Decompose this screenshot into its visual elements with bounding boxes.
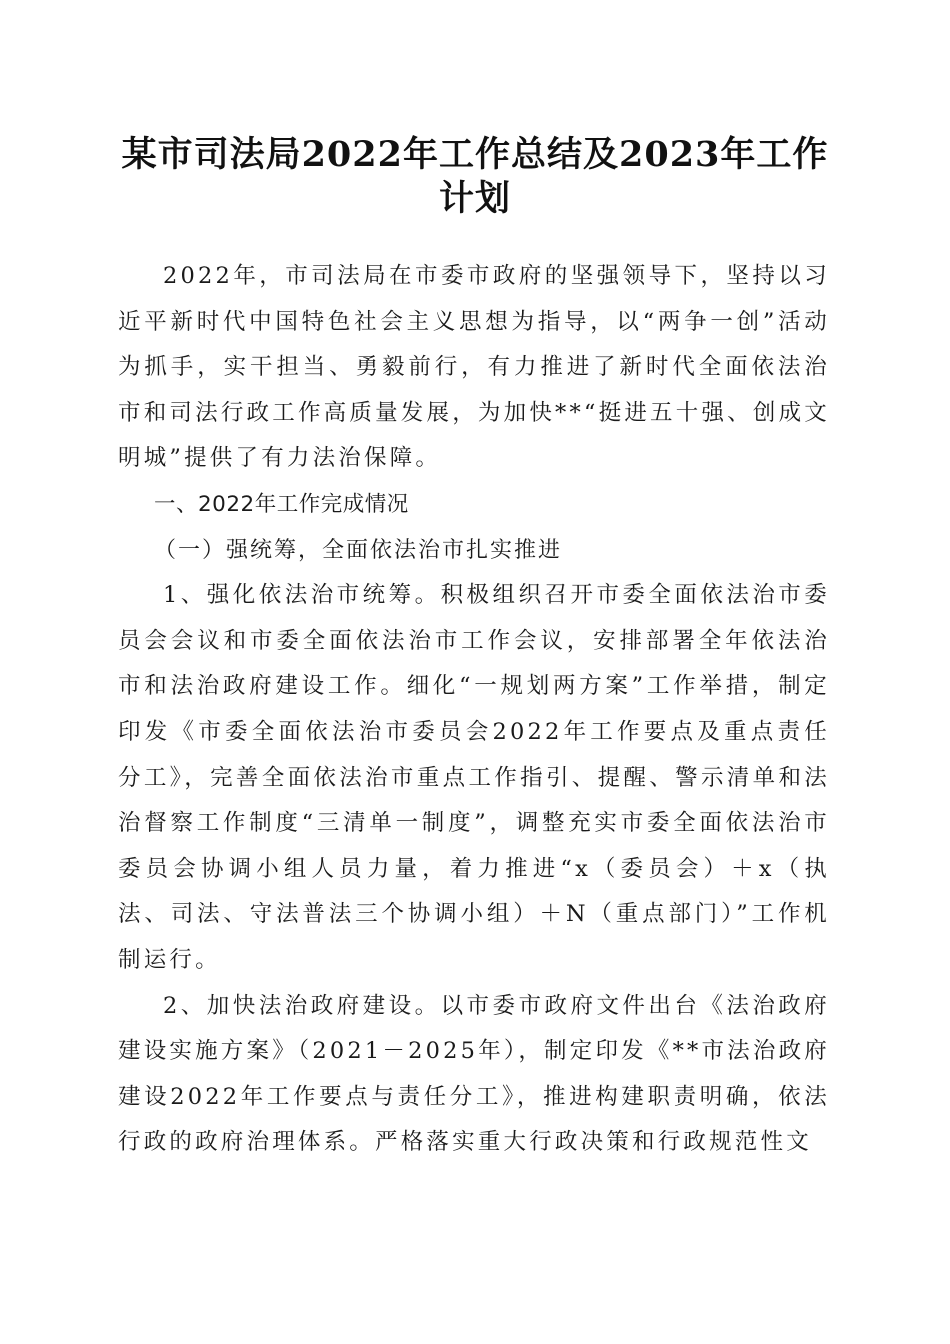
intro-paragraph: 2022年，市司法局在市委市政府的坚强领导下，坚持以习近平新时代中国特色社会主义思想为指导，以“两争一创”活动为抓手，实干担当、勇毅前行，有力推进了新时代全面依法治市和司法行政工作高质量发展，为加快**“挺进五十强、创成文明城”提供了有力法治保障。: [118, 263, 830, 472]
document-body: [118, 254, 830, 1166]
item-paragraph-2: 2、加快法治政府建设。以市委市政府文件出台《法治政府建设实施方案》（2021－2025年），制定印发《**市法治政府建设2022年工作要点与责任分工》，推进构建职责明确，依法行政的政府治理体系。严格落实重大行政决策和行政规范性文: [118, 992, 830, 1156]
section-heading-1: 一、2022年工作完成情况: [154, 491, 409, 517]
document-title: 某市司法局2022年工作总结及2023年工作计划: [121, 134, 829, 219]
subsection-heading-1: （一）强统筹，全面依法治市扎实推进: [154, 537, 563, 563]
item-paragraph-1: 1、强化依法治市统筹。积极组织召开市委全面依法治市委员会会议和市委全面依法治市工作会议，安排部署全年依法治市和法治政府建设工作。细化“一规划两方案”工作举措，制定印发《市委全面依法治市委员会2022年工作要点及重点责任分工》，完善全面依法治市重点工作指引、提醒、警示清单和法治督察工作制度“三清单一制度”，调整充实市委全面依法治市委员会协调小组人员力量，着力推进“x（委员会）＋x（执法、司法、守法普法三个协调小组）＋N（重点部门）”工作机制运行。: [118, 582, 830, 973]
